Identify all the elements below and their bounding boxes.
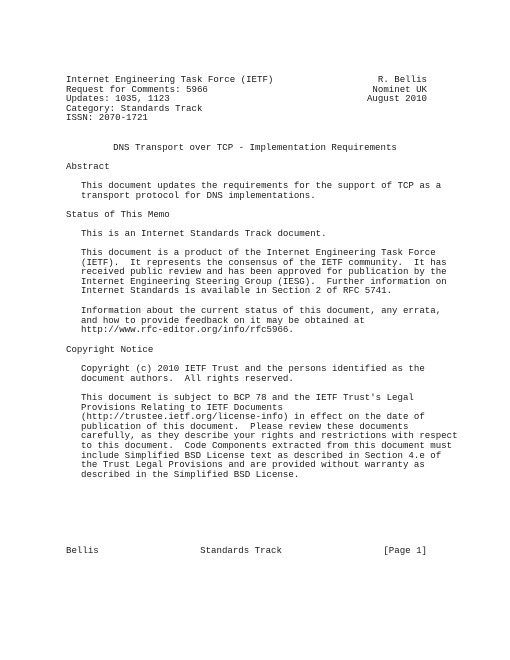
header-left: Category: Standards Track (66, 102, 203, 114)
copyright-paragraph-1 (81, 364, 431, 383)
text-line: Information about the current status of this document, any errata, (81, 305, 442, 316)
section-heading-abstract: Abstract (66, 161, 110, 172)
page-footer (66, 546, 427, 556)
status-paragraph-3 (81, 305, 442, 336)
section-heading-copyright: Copyright Notice (66, 344, 154, 355)
text-line: Internet Standards is available in Section 2 of RFC 5741. (81, 285, 393, 297)
text-line: (http://trustee.ietf.org/license-info) in effect on the date of (81, 411, 425, 423)
text-line: Internet Engineering Steering Group (IESG). Further information on (81, 275, 447, 287)
footer-category: Standards Track (200, 545, 282, 556)
text-line: This document is a product of the Internet Engineering Task Force (81, 247, 436, 258)
text-line: (IETF). It represents the consensus of the IETF community. It has (81, 256, 447, 268)
text-line: This document updates the requirements for the support of TCP as a (81, 180, 442, 191)
header-right: R. Bellis (377, 74, 427, 85)
text-line: carefully, as they describe your rights and restrictions with respect (81, 430, 458, 442)
text-line: http://www.rfc-editor.org/info/rfc5966. (81, 324, 294, 336)
header-right: August 2010 (366, 93, 427, 105)
text-line: publication of this document. Please review these documents (81, 420, 409, 432)
copyright-paragraph-2 (81, 392, 458, 480)
header-left: Updates: 1035, 1123 (66, 93, 170, 105)
text-line: This document is subject to BCP 78 and the IETF Trust's Legal (81, 392, 414, 403)
footer-page-number: [Page 1] (383, 545, 427, 556)
header-right: Nominet UK (372, 83, 427, 95)
text-line: This is an Internet Standards Track document. (81, 228, 327, 239)
status-paragraph-1 (81, 229, 431, 239)
text-line: transport protocol for DNS implementations. (81, 189, 316, 201)
section-heading-status: Status of This Memo (66, 209, 170, 220)
text-line: the Trust Legal Provisions and are provided without warranty as (81, 459, 425, 471)
header-left: Request for Comments: 5966 (66, 83, 208, 95)
text-line: document authors. All rights reserved. (81, 372, 294, 384)
text-line: to this document. Code Components extracted from this document must (81, 439, 453, 451)
document-title: DNS Transport over TCP - Implementation Requirements (113, 142, 397, 153)
header-row (66, 113, 427, 123)
footer-author: Bellis (66, 545, 99, 556)
status-paragraph-2 (81, 247, 447, 297)
rfc-header (66, 75, 427, 123)
header-left: Internet Engineering Task Force (IETF) (66, 74, 274, 85)
text-line: and how to provide feedback on it may be obtained at (81, 314, 365, 326)
text-line: include Simplified BSD License text as described in Section 4.e of (81, 449, 442, 461)
text-line: Provisions Relating to IETF Documents (81, 401, 283, 413)
abstract-paragraph (81, 180, 442, 201)
text-line: received public review and has been approved for publication by the (81, 266, 447, 278)
text-line: described in the Simplified BSD License. (81, 468, 300, 480)
text-line: Copyright (c) 2010 IETF Trust and the persons identified as the (81, 363, 425, 374)
header-left: ISSN: 2070-1721 (66, 112, 148, 124)
